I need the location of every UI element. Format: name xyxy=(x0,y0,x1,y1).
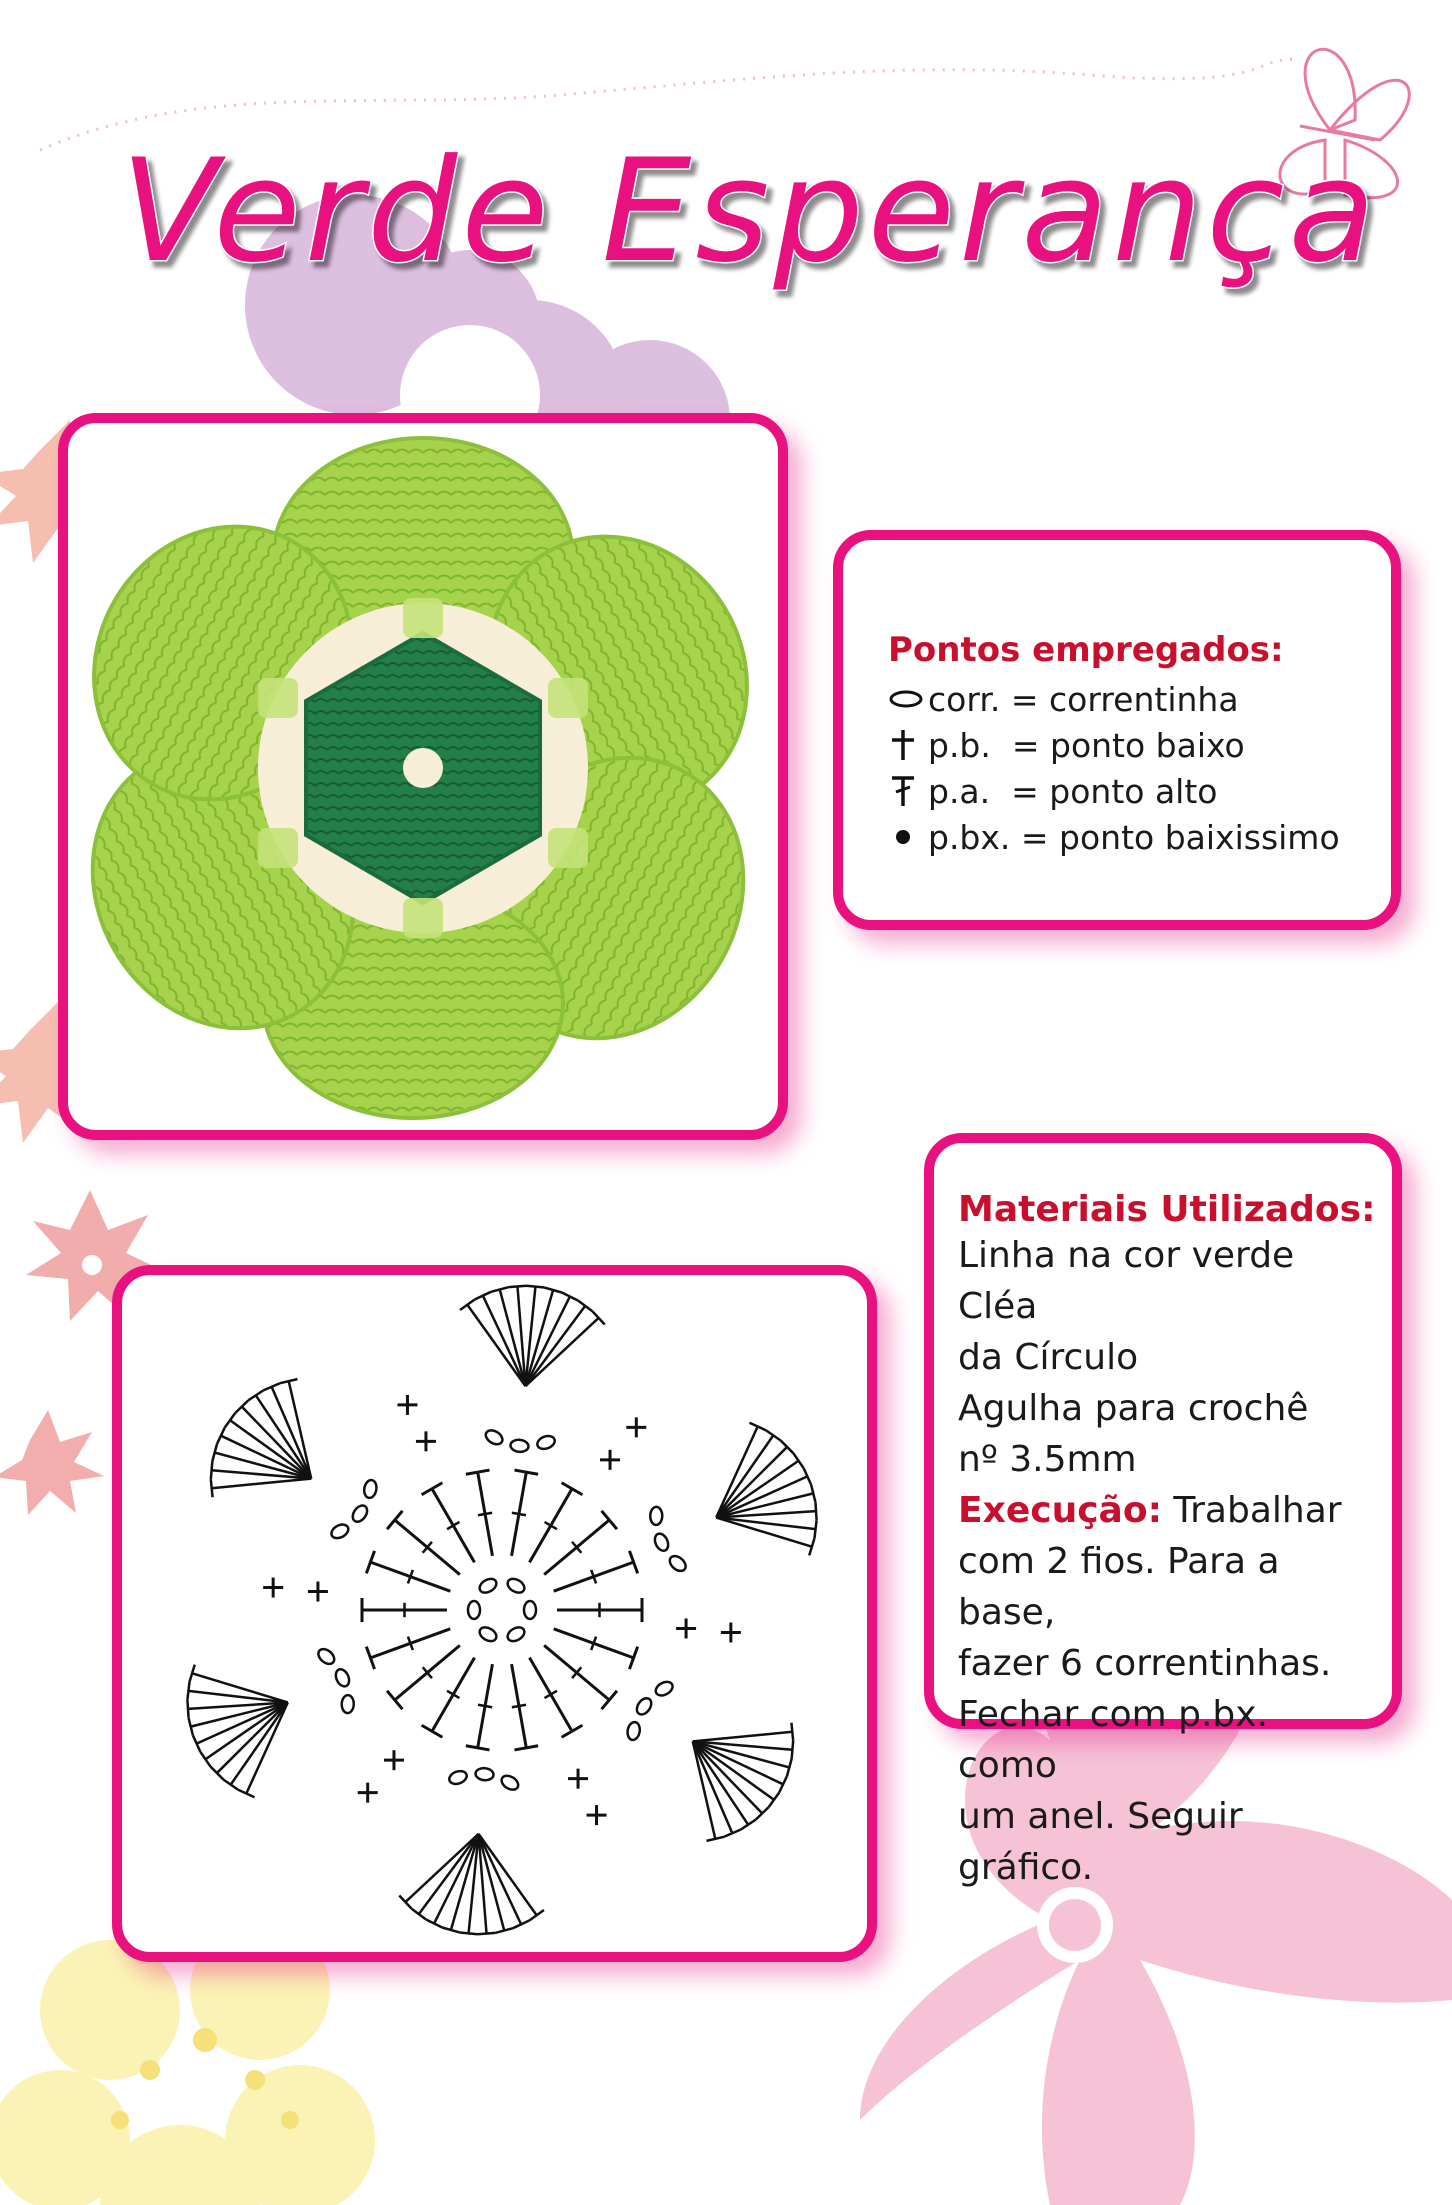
legend-item-single-crochet xyxy=(888,722,1361,768)
legend-text: = correntinha xyxy=(1010,679,1239,719)
crochet-flower-photo xyxy=(68,423,778,1130)
execution-first-line xyxy=(958,1485,1376,1536)
materials-line: Linha na cor verde Cléa xyxy=(958,1235,1295,1327)
crochet-stitch-diagram xyxy=(122,1275,867,1952)
legend-abbr: p.bx. xyxy=(928,817,1011,857)
execution-text: Trabalhar xyxy=(1161,1490,1342,1531)
legend-item-slip-stitch xyxy=(888,814,1361,860)
stitch-legend-card xyxy=(833,530,1401,930)
legend-text: = ponto baixissimo xyxy=(1020,817,1340,857)
execution-line: com 2 fios. Para a base, xyxy=(958,1541,1280,1633)
flower-photo-card xyxy=(58,413,788,1140)
execution-line: fazer 6 correntinhas. xyxy=(958,1643,1332,1684)
legend-abbr: p.a. xyxy=(928,771,991,811)
legend-abbr: p.b. xyxy=(928,725,991,765)
legend-text: = ponto alto xyxy=(1011,771,1218,811)
chain-stitch-symbol-icon xyxy=(888,689,928,709)
materials-line: Agulha para crochê xyxy=(958,1388,1309,1429)
svg-text:Verde Esperança: Verde Esperança xyxy=(120,130,1380,294)
legend-item-double-crochet xyxy=(888,768,1361,814)
legend-abbr: corr. xyxy=(928,679,1001,719)
legend-item-chain xyxy=(888,676,1361,722)
execution-heading: Execução: xyxy=(958,1490,1162,1531)
materials-card xyxy=(924,1133,1402,1888)
slip-stitch-symbol-icon xyxy=(888,827,928,847)
materials-heading: Materiais Utilizados: xyxy=(958,1189,1376,1230)
materials-line: nº 3.5mm xyxy=(958,1439,1137,1480)
double-crochet-symbol-icon xyxy=(888,774,928,808)
legend-heading: Pontos empregados: xyxy=(888,630,1284,670)
legend-text: = ponto baixo xyxy=(1011,725,1245,765)
single-crochet-symbol-icon xyxy=(888,728,928,762)
materials-line: da Círculo xyxy=(958,1337,1139,1378)
execution-line: um anel. Seguir gráfico. xyxy=(958,1796,1243,1888)
page-title xyxy=(120,130,1380,330)
execution-line: Fechar com p.bx. como xyxy=(958,1694,1269,1786)
stitch-diagram-card xyxy=(112,1265,877,1962)
